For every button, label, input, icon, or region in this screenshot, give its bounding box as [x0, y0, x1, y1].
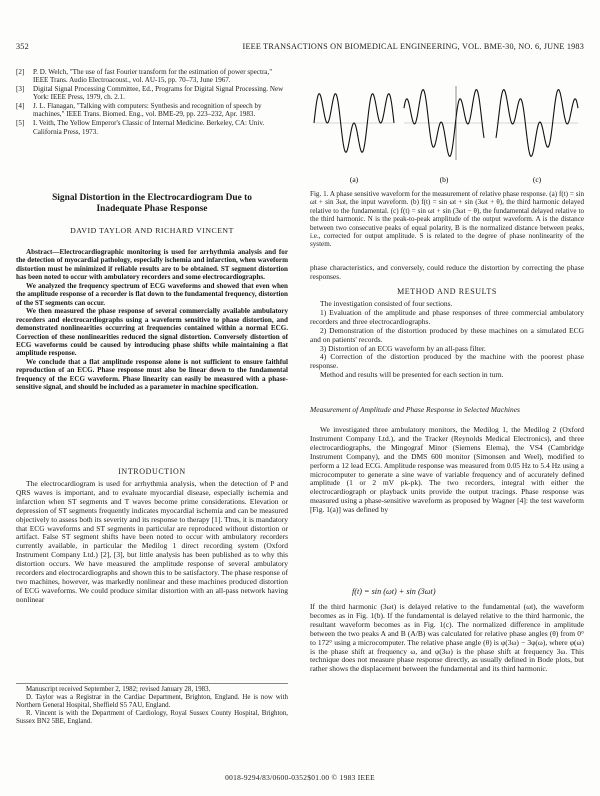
- abstract: [16, 248, 288, 392]
- methods-heading: METHOD AND RESULTS: [397, 287, 497, 296]
- panel-label-a: (a): [349, 175, 359, 184]
- abstract-paragraph: Abstract—Electrocardiographic monitoring is used for arrhythmia analysis and for the detection of myocardial pathology, especially ischemia and infarction, when waveform distortion must be minimized if reliable results are to be obtained. ST segment distortion has been noted to occur with ambulatory recorders and some electrocardiographs.: [16, 248, 288, 282]
- footnotes: [16, 683, 288, 726]
- page-number: 352: [16, 42, 29, 51]
- intro-continuation: phase characteristics, and conversely, could reduce the distortion by correcting the phase responses.: [310, 263, 584, 281]
- list-item: 2) Demonstration of the distortion produced by these machines on a simulated ECG and on patients' records.: [310, 325, 584, 344]
- reference-item: [4] J. L. Flanagan, "Talking with computers: Synthesis and recognition of speech by machines," IEEE Trans. Biomed. Eng., vol. BME-29, pp. 223–232, Apr. 1983.: [16, 102, 262, 119]
- reference-item: [5] I. Veith, The Yellow Emperor's Classic of Internal Medicine. Berkeley, CA: Univ. California Press, 1973.: [16, 119, 265, 136]
- panel-label-b: (b): [439, 175, 449, 184]
- figure-1-waveforms: [306, 68, 586, 186]
- abstract-paragraph: We conclude that a flat amplitude response alone is not sufficient to ensure faithful reproduction of an ECG. Phase response must also be linear down to the fundamental frequency of the ECG waveform. Phase linearity can easily be measured with a phase-sensitive signal, and should be included as a parameter in machine specification.: [16, 357, 288, 392]
- footnote: R. Vincent is with the Department of Cardiology, Royal Sussex County Hospital, Brighton, Sussex BN2 5BE, England.: [16, 710, 288, 726]
- waveform-panel-a: [314, 94, 394, 152]
- waveform-panel-c: [496, 90, 578, 157]
- article-title: Signal Distortion in the Electrocardiogram Due to Inadequate Phase Response: [52, 193, 252, 214]
- reference-list: [16, 68, 288, 136]
- footnote: D. Taylor was a Registrar in the Cardiac Department, Brighton, England. He is now with Northern General Hospital, Sheffield S5 7AU, England.: [16, 694, 288, 710]
- methods-intro: The investigation consisted of four sections.: [320, 299, 453, 308]
- methods-section: [310, 300, 584, 380]
- list-item: 4) Correction of the distortion produced by the machine with the poorest phase response.: [310, 352, 584, 371]
- list-item: 1) Evaluation of the amplitude and phase responses of three commercial ambulatory recorders and three electrocardiographs.: [310, 307, 584, 326]
- equation: f(t) = sin (ωt) + sin (3ωt): [352, 587, 436, 596]
- footnote: Manuscript received September 2, 1982; revised January 28, 1983.: [26, 686, 211, 693]
- copyright-footer: 0018-9294/83/0600-0352$01.00 © 1983 IEEE: [225, 773, 375, 782]
- article-authors: DAVID TAYLOR AND RICHARD VINCENT: [70, 226, 234, 235]
- figure-1-caption: Fig. 1. A phase sensitive waveform for the measurement of relative phase response. (a) f(t) = sin ωt + sin 3ωt, the input waveform. (b) f(t) = sin ωt + sin (3ωt + θ), the third harmonic delayed relative to the fundamental. (c) f(t) = sin ωt + sin (3ωt − θ), the fundamental delayed relative to the third harmonic. N is the peak-to-peak amplitude of the output waveform. A is the distance between two consecutive peaks of equal polarity, B is the normalized distance between peaks, i.e., corrected for output amplitude. S is related to the degree of phase nonlinearity of the system.: [310, 190, 584, 249]
- running-header: [16, 42, 584, 54]
- list-item: 3) Distortion of an ECG waveform by an all-pass filter.: [320, 343, 486, 353]
- subsection-heading: Measurement of Amplitude and Phase Response in Selected Machines: [310, 405, 520, 414]
- methods-outro: Method and results will be presented for each section in turn.: [320, 370, 504, 380]
- abstract-paragraph: We then measured the phase response of several commercially available ambulatory recorders and electrocardiographs using a waveform sensitive to phase distortion, and demonstrated nonlinearities occurring at frequencies contained within a normal ECG. Correction of these nonlinearities reduced the signal distortion. Conversely distortion of ECG waveforms could be caused by introducing phase shifts while maintaining a flat amplitude response.: [16, 307, 288, 358]
- introduction-body: The electrocardiogram is used for arrhythmia analysis, when the detection of P and QRS waves is important, and to evaluate myocardial disease, especially ischemia and infarction when ST segments and T waves become prime considerations. Elevation or depression of ST segments frequently indicates myocardial ischemia and can be measured objectively to assess both its severity and its response to therapy [1]. Thus, it is mandatory that ECG waveforms and ST segments in particular are reproduced without distortion or artifact. False ST segment shifts have been noted to occur with ambulatory recorders currently available, in particular the Medilog 1 direct recording system (Oxford Instrument Company Ltd.) [2], [3], but little analysis has been published as to why this distortion occurs. We have measured the amplitude response of several ambulatory recorders and electrocardiographs and shown this to be satisfactory. The phase response of two machines, however, was markedly nonlinear and these machines produced distortion of ECG waveforms. We could produce similar distortion with an all-pass network having nonlinear: [16, 479, 288, 604]
- reference-item: [2] P. D. Welch, "The use of fast Fourier transform for the estimation of power spectra," IEEE Trans. Audio Electroacoust., vol. AU-15, pp. 70–73, June 1967.: [16, 68, 273, 85]
- abstract-paragraph: We analyzed the frequency spectrum of ECG waveforms and showed that even when the amplitude response of a recorder is flat down to the fundamental frequency, distortion of the ST segments can occur.: [16, 281, 288, 307]
- panel-label-c: (c): [532, 175, 542, 184]
- introduction-heading: INTRODUCTION: [118, 467, 186, 476]
- journal-header: IEEE TRANSACTIONS ON BIOMEDICAL ENGINEERING, VOL. BME-30, NO. 6, JUNE 1983: [242, 42, 584, 51]
- waveform-panel-b: [404, 86, 484, 160]
- reference-item: [3] Digital Signal Processing Committee, Ed., Programs for Digital Signal Processing. New York: IEEE Press, 1979, ch. 2.1.: [16, 85, 284, 102]
- phase-paragraph: If the third harmonic (3ωt) is delayed relative to the fundamental (ωt), the waveform becomes as in Fig. 1(b). If the fundamental is delayed relative to the third harmonic, the resultant waveform becomes as in Fig. 1(c). The normalized difference in amplitude between the two peaks A and B (A/B) was calculated for relative phase angles (θ) from 0° to 172° using a microcomputer. The relative phase angle (θ) is φ(3ω) − 3φ(ω), where φ(ω) is the phase shift at frequency ω, and φ(3ω) is the phase shift at frequency 3ω. This technique does not measure phase response directly, as usually defined in Bode plots, but rather shows the displacement between the fundamental and its third harmonic.: [310, 602, 584, 674]
- measurement-paragraph: We investigated three ambulatory monitors, the Medilog 1, the Medilog 2 (Oxford Instrument Company Ltd.), and the Tracker (Reynolds Medical Electronics), and three electrocardiographs, the Mingograf Minor (Siemens Elema), the VS4 (Cambridge Instrument Company), and the DMS 600 monitor (Simonsen and Weel), modified to perform a 12 lead ECG. Amplitude response was measured from 0.05 Hz to 5.4 Hz using a microcomputer to generate a sine wave of variable frequency and of accurately defined amplitude (1 or 2 mV pk-pk). The two recorders, integral with either the electrocardiograph or playback units provide the output tracings. Phase response was measured using a phase-sensitive waveform as proposed by Wagner [4]: the test waveform [Fig. 1(a)] was defined by: [310, 425, 584, 515]
